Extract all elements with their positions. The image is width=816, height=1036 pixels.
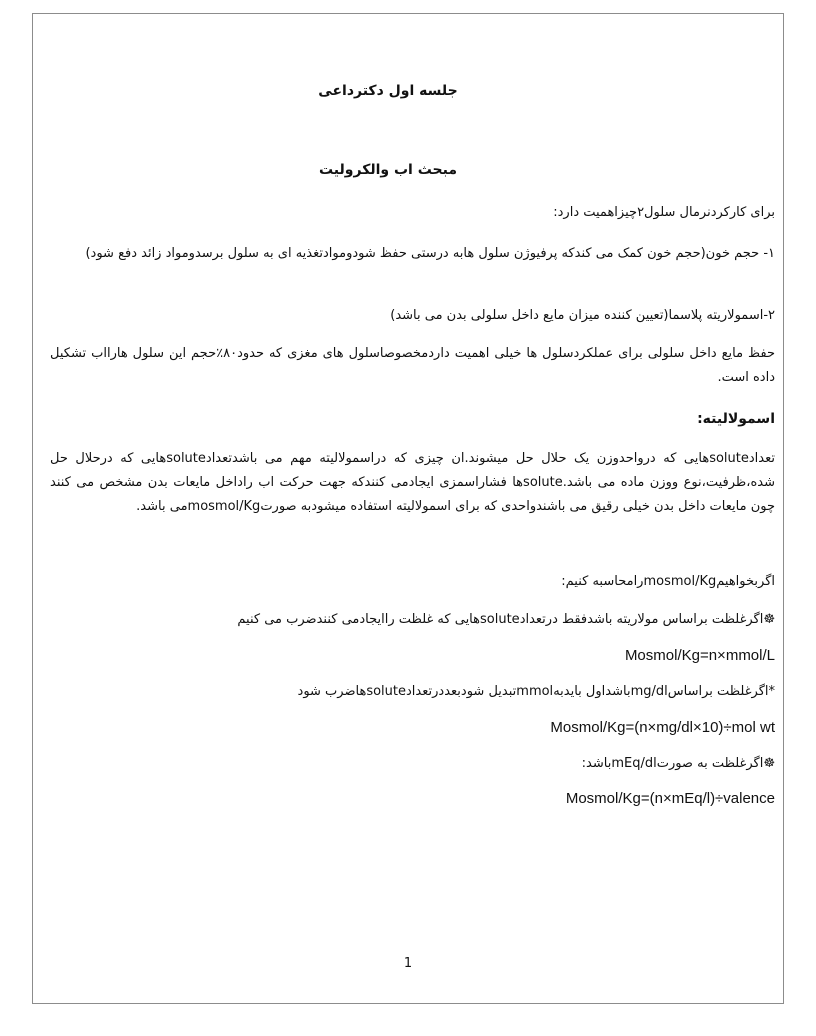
calculation-intro: اگربخواهیمmosmol/Kgرامحاسبه کنیم: [561,574,775,589]
section-title: مبحث اب والکرولیت [318,162,457,178]
intro-paragraph: برای کارکردنرمال سلول۲چیزاهمیت دارد: [553,205,775,220]
case-molarity: ☸اگرغلظت براساس مولاریته باشدفقط درتعدادsoluteهایی که غلظت راایجادمی کنندضرب می کنیم [237,612,775,627]
formula-mg-dl: Mosmol/Kg=(n×mg/dl×10)÷mol wt [550,719,775,736]
document-page [32,13,784,1004]
item-2-paragraph: ۲-اسمولاریته پلاسما(تعیین کننده میزان مایع داخل سلولی بدن می باشد) [390,308,775,323]
osmolality-heading: اسمولالیته: [697,411,775,427]
case-mg-dl: *اگرغلظت براساسmg/dlباشداول بایدبهmmolتبدیل شودبعددرتعدادsoluteهاضرب شود [297,684,775,699]
document-title: جلسه اول دکترداعی [318,83,458,99]
page-number: 1 [403,956,413,971]
item-1-paragraph: ۱- حجم خون(حجم خون کمک می کندکه پرفیوژن سلول هابه درستی حفظ شودوموادتغذیه ای به سلول برسدومواد زائد دفع شود) [85,246,775,261]
cell-fluid-paragraph: حفظ مایع داخل سلولی برای عملکردسلول ها خیلی اهمیت داردمخصوصاسلول های مغزی که حدود۸۰٪حجم این سلول هارااب تشکیل داده است. [50,346,775,385]
case-meq-dl: ☸اگرغلظت به صورتmEq/dlباشد: [581,756,775,771]
formula-meq: Mosmol/Kg=(n×mEq/l)÷valence [565,790,775,807]
formula-molarity: Mosmol/Kg=n×mmol/L [624,647,775,664]
osmolality-paragraph: تعدادsoluteهایی که درواحدوزن یک حلال حل میشوند.ان چیزی که دراسمولالیته مهم می باشدتعدادsoluteهایی که درحلال حل شده،ظرفیت،نوع ووزن ماده می باشد.soluteها فشاراسمزی ایجادمی کنندکه جهت حرکت اب راداخل مایعات بدن مشخص می کنند چون مایعات داخل بدن خیلی رقیق می باشندواحدی که برای اسمولالیته استفاده میشودبه صورتmosmol/Kgمی باشد. [50,451,776,514]
